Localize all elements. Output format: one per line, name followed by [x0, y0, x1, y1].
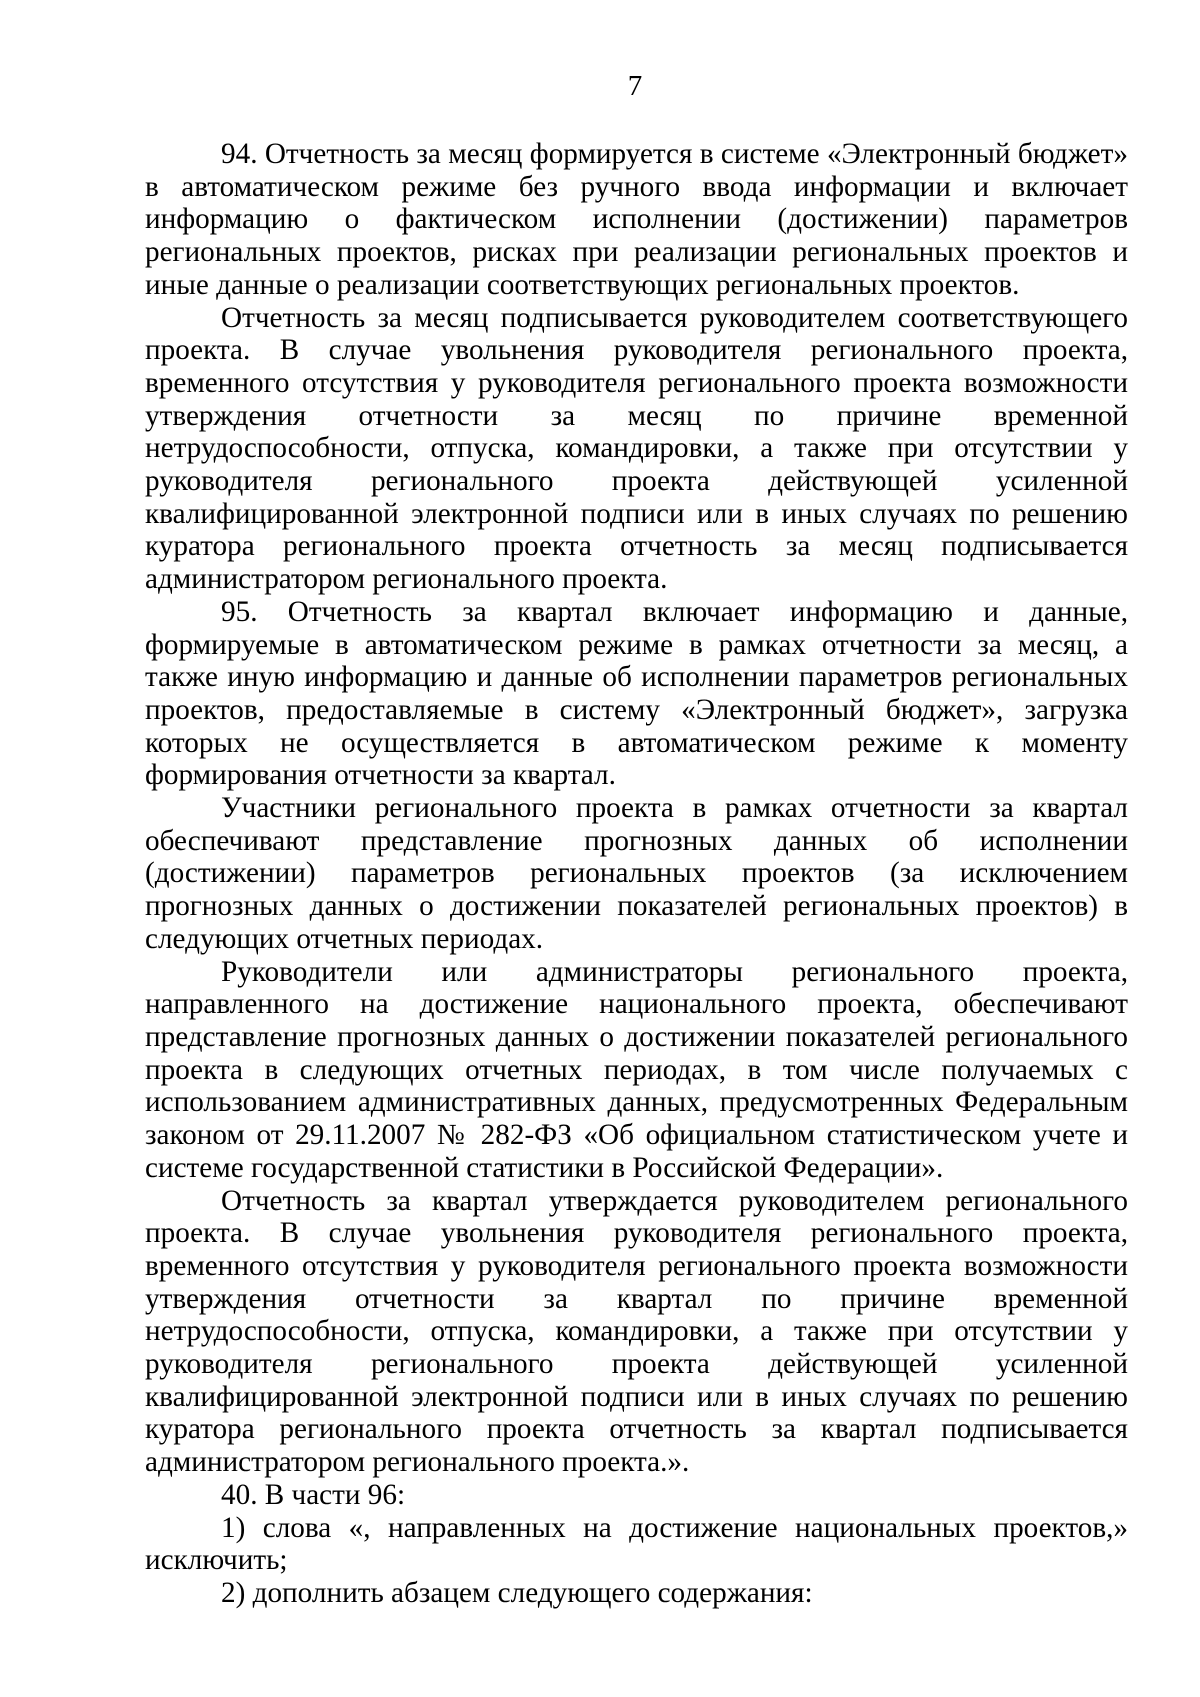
paragraph-participants-forecast: Участники регионального проекта в рамках отчетности за квартал обеспечивают представление прогнозных данных об исполнении (достижении) параметров региональных проектов (за исключением прогнозных данных о достижении показателей региональных проектов) в следующих отчетных периодах. [145, 792, 1128, 955]
paragraph-item-40: 40. В части 96: [221, 1478, 406, 1511]
paragraph-subitem-1: 1) слова «, направленных на достижение национальных проектов,» исключить; [145, 1511, 1128, 1577]
paragraph-quarterly-approval: Отчетность за квартал утверждается руководителем регионального проекта. В случае увольнения руководителя регионального проекта, временного отсутствия у руководителя регионального проекта возможности утверждения отчетности за квартал по причине временной нетрудоспособности, отпуска, командировки, а также при отсутствии у руководителя регионального проекта действующей усиленной квалифицированной электронной подписи или в иных случаях по решению куратора регионального проекта отчетность за квартал подписывается администратором регионального проекта.». [145, 1184, 1128, 1479]
paragraph-monthly-signing: Отчетность за месяц подписывается руководителем соответствующего проекта. В случае увольнения руководителя регионального проекта, временного отсутствия у руководителя регионального проекта возможности утверждения отчетности за месяц по причине временной нетрудоспособности, отпуска, командировки, а также при отсутствии у руководителя регионального проекта действующей усиленной квалифицированной электронной подписи или в иных случаях по решению куратора регионального проекта отчетность за месяц подписывается администратором регионального проекта. [145, 301, 1128, 596]
page-number: 7 [627, 70, 643, 102]
document-body [145, 138, 1128, 1610]
paragraph-94: 94. Отчетность за месяц формируется в системе «Электронный бюджет» в автоматическом режиме без ручного ввода информации и включает информацию о фактическом исполнении (достижении) параметров региональных проектов, рисках при реализации региональных проектов и иные данные о реализации соответствующих региональных проектов. [145, 138, 1128, 301]
paragraph-heads-forecast: Руководители или администраторы регионального проекта, направленного на достижение национального проекта, обеспечивают представление прогнозных данных о достижении показателей регионального проекта в следующих отчетных периодах, в том числе получаемых с использованием административных данных, предусмотренных Федеральным законом от 29.11.2007 № 282-ФЗ «Об официальном статистическом учете и системе государственной статистики в Российской Федерации». [145, 955, 1128, 1184]
paragraph-subitem-2: 2) дополнить абзацем следующего содержания: [221, 1576, 813, 1609]
paragraph-95: 95. Отчетность за квартал включает информацию и данные, формируемые в автоматическом режиме в рамках отчетности за месяц, а также иную информацию и данные об исполнении параметров региональных проектов, предоставляемые в систему «Электронный бюджет», загрузка которых не осуществляется в автоматическом режиме к моменту формирования отчетности за квартал. [145, 595, 1128, 792]
